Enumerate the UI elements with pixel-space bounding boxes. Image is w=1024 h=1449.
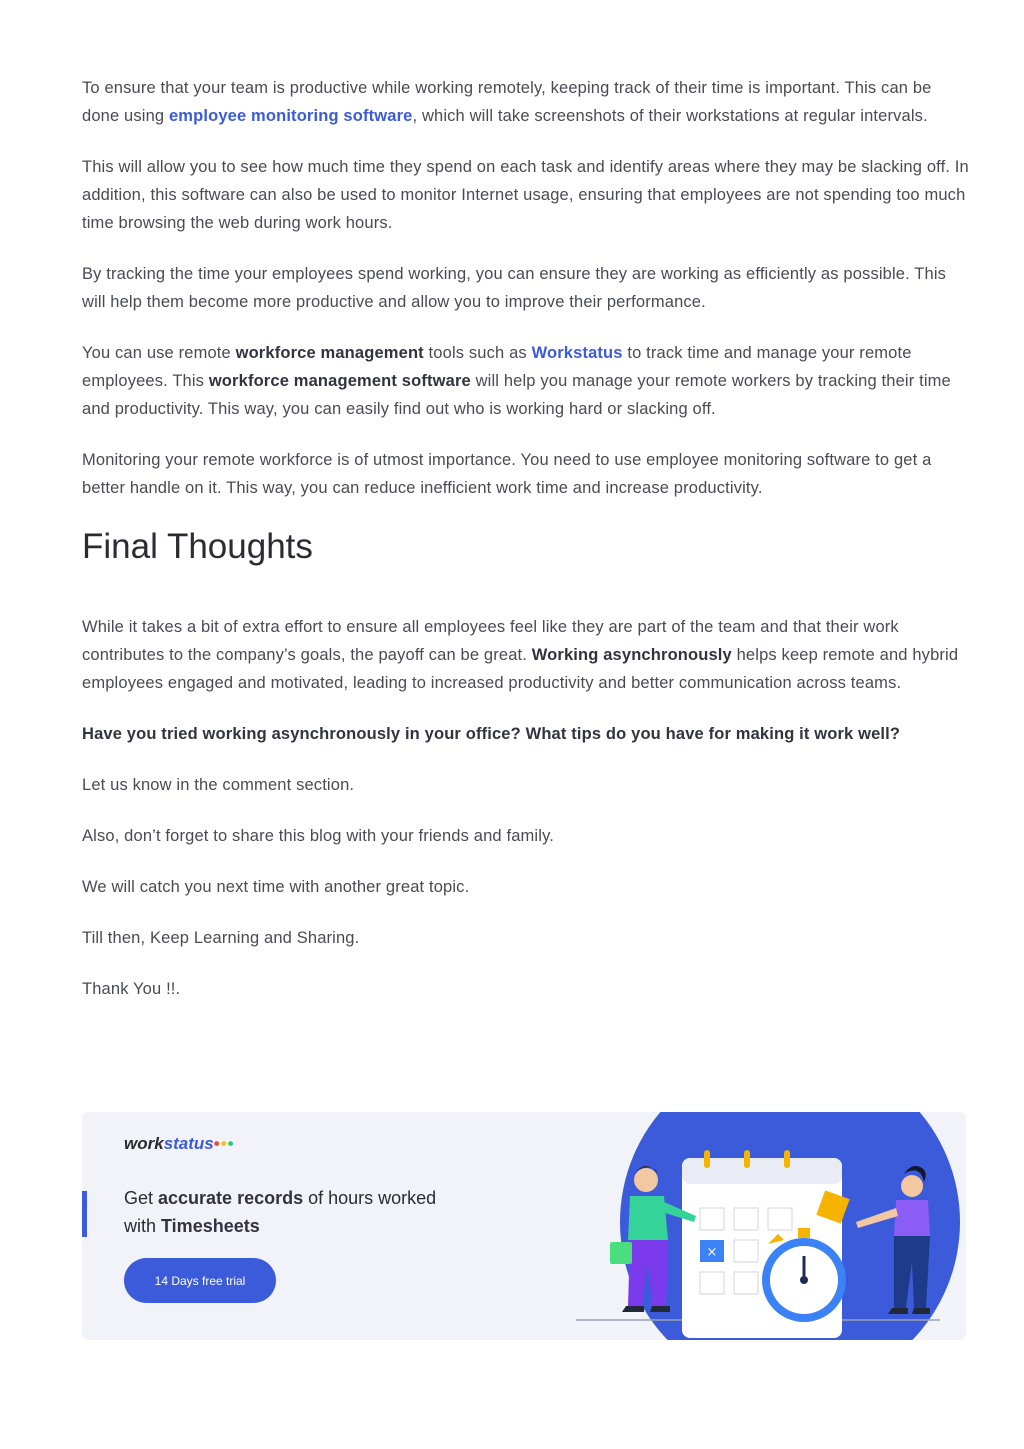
promo-banner[interactable] <box>82 1112 966 1340</box>
banner-accent-bar <box>82 1191 87 1237</box>
bold-text: accurate records <box>158 1188 304 1208</box>
timesheet-illustration <box>572 1112 966 1340</box>
logo-dots-icon: ••• <box>213 1134 235 1153</box>
logo-text-work: work <box>124 1134 164 1153</box>
free-trial-button[interactable]: 14 Days free trial <box>124 1258 276 1303</box>
workstatus-logo <box>124 1134 235 1154</box>
paragraph-7: Let us know in the comment section. <box>82 776 355 794</box>
paragraph-5: Monitoring your remote workforce is of utmost importance. You need to use employee monitoring software to get a better handle on it. This way, you can reduce inefficient work time and increase productivity. <box>82 451 932 497</box>
bold-text: workforce management <box>235 344 424 362</box>
paragraph-10: Till then, Keep Learning and Sharing. <box>82 929 360 947</box>
bold-text: Timesheets <box>161 1216 260 1236</box>
paragraph-9: We will catch you next time with another great topic. <box>82 878 470 896</box>
paragraph-3: By tracking the time your employees spend working, you can ensure they are working as efficiently as possible. This will help them become more productive and allow you to improve their performance. <box>82 265 947 311</box>
section-heading: Final Thoughts <box>82 527 313 566</box>
text: Get <box>124 1188 159 1208</box>
text: You can use remote <box>82 344 236 362</box>
text: While it takes a bit of extra effort to ensure all employees feel like they are part of the team and that their work contributes to the company’s goals, the payoff can be great. <box>82 618 899 664</box>
logo-text-status: status <box>163 1134 214 1153</box>
paragraph-4 <box>82 339 972 423</box>
text: with <box>124 1216 162 1236</box>
svg-text:×: × <box>706 1245 718 1260</box>
bold-text: workforce management software <box>208 372 471 390</box>
employee-monitoring-link[interactable]: employee monitoring software <box>168 107 413 125</box>
paragraph-8: Also, don’t forget to share this blog with your friends and family. <box>82 827 554 845</box>
text: tools such as <box>423 344 532 362</box>
text: To ensure that your team is productive while working remotely, keeping track of their time is important. This can be done using <box>82 79 932 125</box>
text: , which will take screenshots of their workstations at regular intervals. <box>412 107 928 125</box>
text: will help you manage your remote workers by tracking their time and productivity. This way, you can easily find out who is working hard or slacking off. <box>82 372 951 418</box>
text: to track time and manage your remote employees. This <box>82 344 912 390</box>
paragraph-1 <box>82 74 972 130</box>
text: of hours worked <box>303 1188 437 1208</box>
paragraph-2: This will allow you to see how much time they spend on each task and identify areas where they may be slacking off. In addition, this software can also be used to monitor Internet usage, ensuring that employees are not spending too much time browsing the web during work hours. <box>82 158 969 232</box>
paragraph-6 <box>82 613 972 697</box>
article-body <box>82 74 972 1026</box>
question-text: Have you tried working asynchronously in your office? What tips do you have for making it work well? <box>82 725 901 743</box>
bold-text: Working asynchronously <box>531 646 732 664</box>
question-paragraph <box>82 720 972 748</box>
text: helps keep remote and hybrid employees engaged and motivated, leading to increased productivity and better communication across teams. <box>82 646 959 692</box>
paragraph-11: Thank You !!. <box>82 980 181 998</box>
workstatus-link[interactable]: Workstatus <box>531 344 623 362</box>
banner-headline <box>124 1184 484 1240</box>
